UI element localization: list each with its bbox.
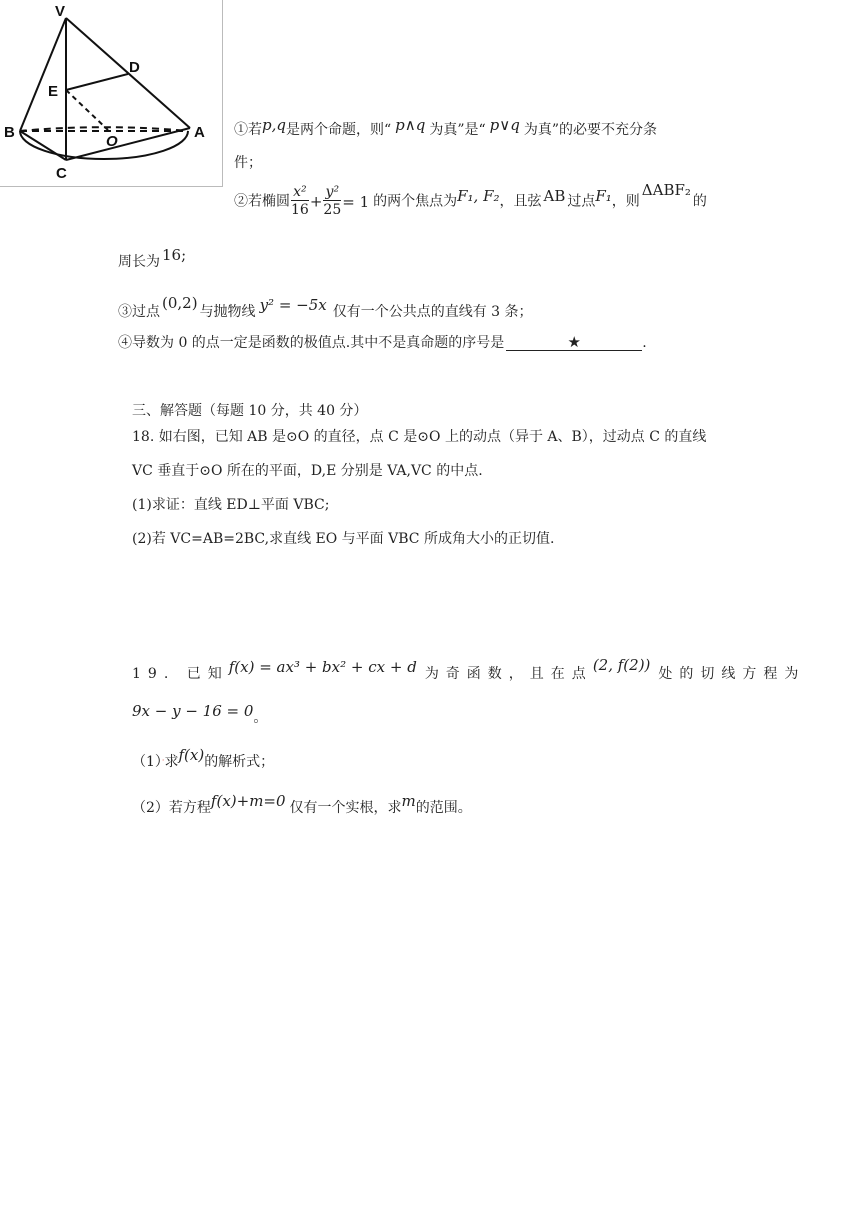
q17-item3-parabola: y² = −5x: [259, 296, 327, 314]
answer-blank-star: ★: [506, 334, 642, 351]
q19-part1-text-b: 求: [164, 754, 179, 770]
q17-item1-or: p∨q: [489, 116, 520, 134]
q17-item2-ab: AB: [543, 186, 566, 205]
q17-item2-text-a: ②若椭圆: [234, 193, 290, 210]
q19-part2: [132, 792, 472, 817]
q19-function: f(x) = ax³ + bx² + cx + d: [228, 658, 417, 676]
q18-part2: [132, 530, 554, 548]
q17-item3-text-b: 与抛物线: [199, 304, 256, 320]
q19-part1-label: （1）: [132, 754, 162, 770]
q17-item2-f1: F₁: [595, 186, 612, 205]
ellipse-frac-x: [291, 184, 309, 219]
edge-vb: [20, 18, 66, 131]
q19-text-b: 为奇函数，且在点: [424, 666, 593, 682]
q17-item1-text-a: ①若: [234, 122, 262, 138]
q19-part1-fx: f(x): [178, 746, 205, 764]
q18-line1: [132, 428, 706, 446]
q18-part1-text: (1)求证：直线 ED⊥平面 VBC;: [132, 497, 330, 513]
label-e: E: [48, 83, 59, 100]
ellipse-frac-y: [323, 184, 341, 219]
frac-eq: = 1: [342, 192, 370, 211]
q17-item3-text-a: ③过点: [118, 304, 160, 320]
q17-item1-text-e: 件；: [234, 155, 262, 171]
label-a: A: [194, 124, 205, 141]
label-o: O: [106, 133, 118, 150]
cone-diagram: [0, 0, 222, 186]
q17-item3: [118, 294, 533, 321]
q17-item2-text-g: 周长为: [118, 254, 160, 270]
q17-item2-text-c: ，且弦: [499, 193, 542, 210]
q19-part1-text-c: 的解析式；: [204, 754, 275, 770]
label-b: B: [4, 124, 15, 141]
q17-item4: [118, 334, 647, 352]
q17-item1-text-b: 是两个命题，则“: [285, 122, 392, 138]
q19-part2-m: m: [401, 792, 416, 810]
section-title: [132, 402, 367, 420]
edge-va: [66, 18, 190, 128]
q17-item2-text-e: ，则: [611, 193, 640, 210]
q18-line2: [132, 462, 483, 480]
q17-item1-line1: [234, 116, 658, 139]
segment-eo: [66, 90, 108, 130]
frac-plus: +: [309, 192, 323, 211]
q17-item2-perimeter: 16;: [162, 246, 187, 264]
chord-bc: [20, 131, 66, 160]
segment-ed: [66, 74, 128, 90]
q17-item3-point: (0,2): [162, 294, 198, 312]
q17-item2-line1: [234, 180, 707, 238]
frac-x-den: 16: [291, 202, 309, 218]
q17-item2-foci: F₁, F₂: [457, 186, 500, 205]
q19-line1: [132, 656, 806, 683]
q17-item2-line2: [118, 246, 187, 271]
q18-part2-text: (2)若 VC=AB=2BC,求直线 EO 与平面 VBC 所成角大小的正切值.: [132, 531, 555, 547]
q19-tangent-eq: 9x − y − 16 = 0: [132, 702, 254, 720]
label-v: V: [55, 3, 66, 20]
q19-text-a: 19. 已知: [132, 666, 229, 682]
section-title-text: 三、解答题（每题 10 分，共 40 分）: [132, 403, 368, 419]
q19-point: (2, f(2)): [592, 656, 651, 674]
q19-part2-text-c: 的范围。: [415, 800, 472, 816]
label-d: D: [129, 59, 140, 76]
q19-text-d: 。: [253, 710, 268, 726]
q17-item1-text-c: 为真”是“: [429, 122, 486, 138]
q17-item4-period: .: [642, 335, 647, 351]
q17-item1-pq: p,q: [262, 116, 286, 134]
chord-ca: [66, 128, 190, 160]
q19-part2-text-b: 仅有一个实根，求: [289, 800, 402, 816]
q17-item1-and: p∧q: [395, 116, 426, 134]
q18-part1: [132, 496, 329, 514]
note-mark: ·: [161, 756, 165, 765]
q17-item2-text-d: 过点: [567, 193, 596, 210]
q17-item2-text-f: 的: [692, 193, 707, 210]
cone-figure: [0, 0, 223, 187]
q17-item1-line2: [234, 154, 262, 172]
q19-text-c: 处的切线方程为: [658, 666, 806, 682]
q17-item4-text: ④导数为 0 的点一定是函数的极值点.其中不是真命题的序号是: [118, 335, 505, 351]
label-c: C: [56, 165, 67, 182]
q17-item1-text-d: 为真”的必要不充分条: [523, 122, 658, 138]
q19-line2: [132, 702, 268, 726]
q19-part2-label: （2）若方程: [132, 800, 211, 816]
q17-item2-text-b: 的两个焦点为: [373, 193, 458, 210]
frac-y-den: 25: [323, 202, 342, 218]
q19-part2-equation: f(x)+m=0: [210, 792, 286, 810]
q18-text-line1: 18. 如右图，已知 AB 是⊙O 的直径，点 C 是⊙O 上的动点（异于 A、B），过动点 C 的直线: [132, 429, 707, 445]
frac-x-num: x²: [291, 184, 309, 201]
q17-item3-text-c: 仅有一个公共点的直线有 3 条；: [332, 304, 533, 320]
q17-item2-triangle: ΔABF₂: [641, 180, 691, 199]
frac-y-num: y²: [323, 184, 341, 201]
q19-part1: [132, 746, 275, 771]
q18-text-line2: VC 垂直于⊙O 所在的平面，D,E 分别是 VA,VC 的中点.: [132, 463, 483, 479]
